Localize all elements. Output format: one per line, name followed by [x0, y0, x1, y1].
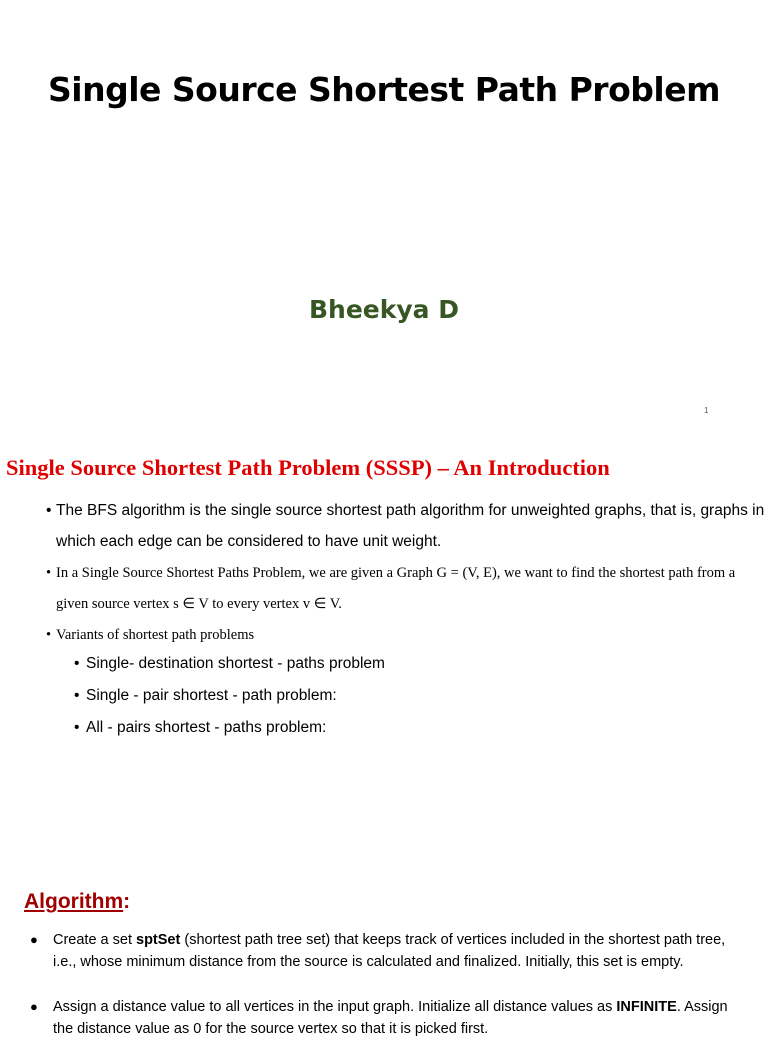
bullet-dot-icon: • — [74, 719, 80, 736]
step-keyword: INFINITE — [616, 999, 677, 1015]
bullet-item — [46, 495, 766, 557]
bullet-item — [46, 558, 766, 620]
bullet-text: The BFS algorithm is the single source shortest path algorithm for unweighted graphs, that is, graphs in which each edge can be considered to have unit weight. — [56, 502, 765, 550]
slide-title: Single Source Shortest Path Problem — [48, 70, 720, 109]
sub-bullet-text: Single - pair shortest - path problem: — [86, 687, 337, 704]
step-prefix: Assign a distance value to all vertices in the input graph. Initialize all distance values as — [53, 999, 613, 1015]
sub-bullet-text: All - pairs shortest - paths problem: — [86, 719, 327, 736]
step-rest: . Assign the distance value as 0 for the source vertex so that it is picked first. — [53, 999, 728, 1037]
algorithm-heading — [24, 890, 130, 914]
title-slide — [0, 0, 768, 425]
sub-bullet-item — [74, 654, 385, 674]
bullet-dot-icon: • — [74, 687, 80, 704]
sub-bullet-text: Single- destination shortest - paths problem — [86, 655, 385, 672]
author-name: Bheekya D — [308, 295, 459, 324]
algorithm-heading-text: Algorithm — [24, 890, 124, 913]
bullet-dot-icon: • — [46, 565, 52, 581]
algorithm-step — [30, 929, 730, 973]
bullet-dot-icon: • — [74, 655, 80, 672]
sub-bullet-item — [74, 718, 326, 738]
bullet-text: In a Single Source Shortest Paths Problem, we are given a Graph G = (V, E), we want to find the shortest path from a given source vertex s ∈ V to every vertex v ∈ V. — [56, 565, 736, 612]
bullet-item — [46, 620, 766, 651]
bullet-text: Variants of shortest path problems — [56, 627, 255, 643]
step-keyword: sptSet — [136, 932, 181, 948]
introduction-title: Single Source Shortest Path Problem (SSSP) – An Introduction — [6, 455, 610, 480]
step-text — [30, 996, 730, 1040]
bullet-dot-icon: • — [46, 627, 52, 643]
algorithm-heading-colon: : — [123, 890, 131, 913]
bullet-dot-icon: ● — [30, 999, 38, 1014]
page-number: 1 — [704, 406, 709, 415]
step-prefix: Create a set — [53, 932, 137, 948]
algorithm-slide — [0, 865, 768, 1037]
algorithm-step — [30, 996, 730, 1040]
bullet-dot-icon: ● — [30, 932, 38, 947]
step-rest: (shortest path tree set) that keeps track of vertices included in the shortest path tree, i.e., whose minimum distance from the source is calculated and finalized. Initially, this set is empty. — [53, 932, 726, 970]
introduction-slide — [0, 425, 768, 865]
bullet-dot-icon: • — [46, 502, 52, 519]
step-text — [30, 929, 730, 973]
sub-bullet-item — [74, 686, 337, 706]
